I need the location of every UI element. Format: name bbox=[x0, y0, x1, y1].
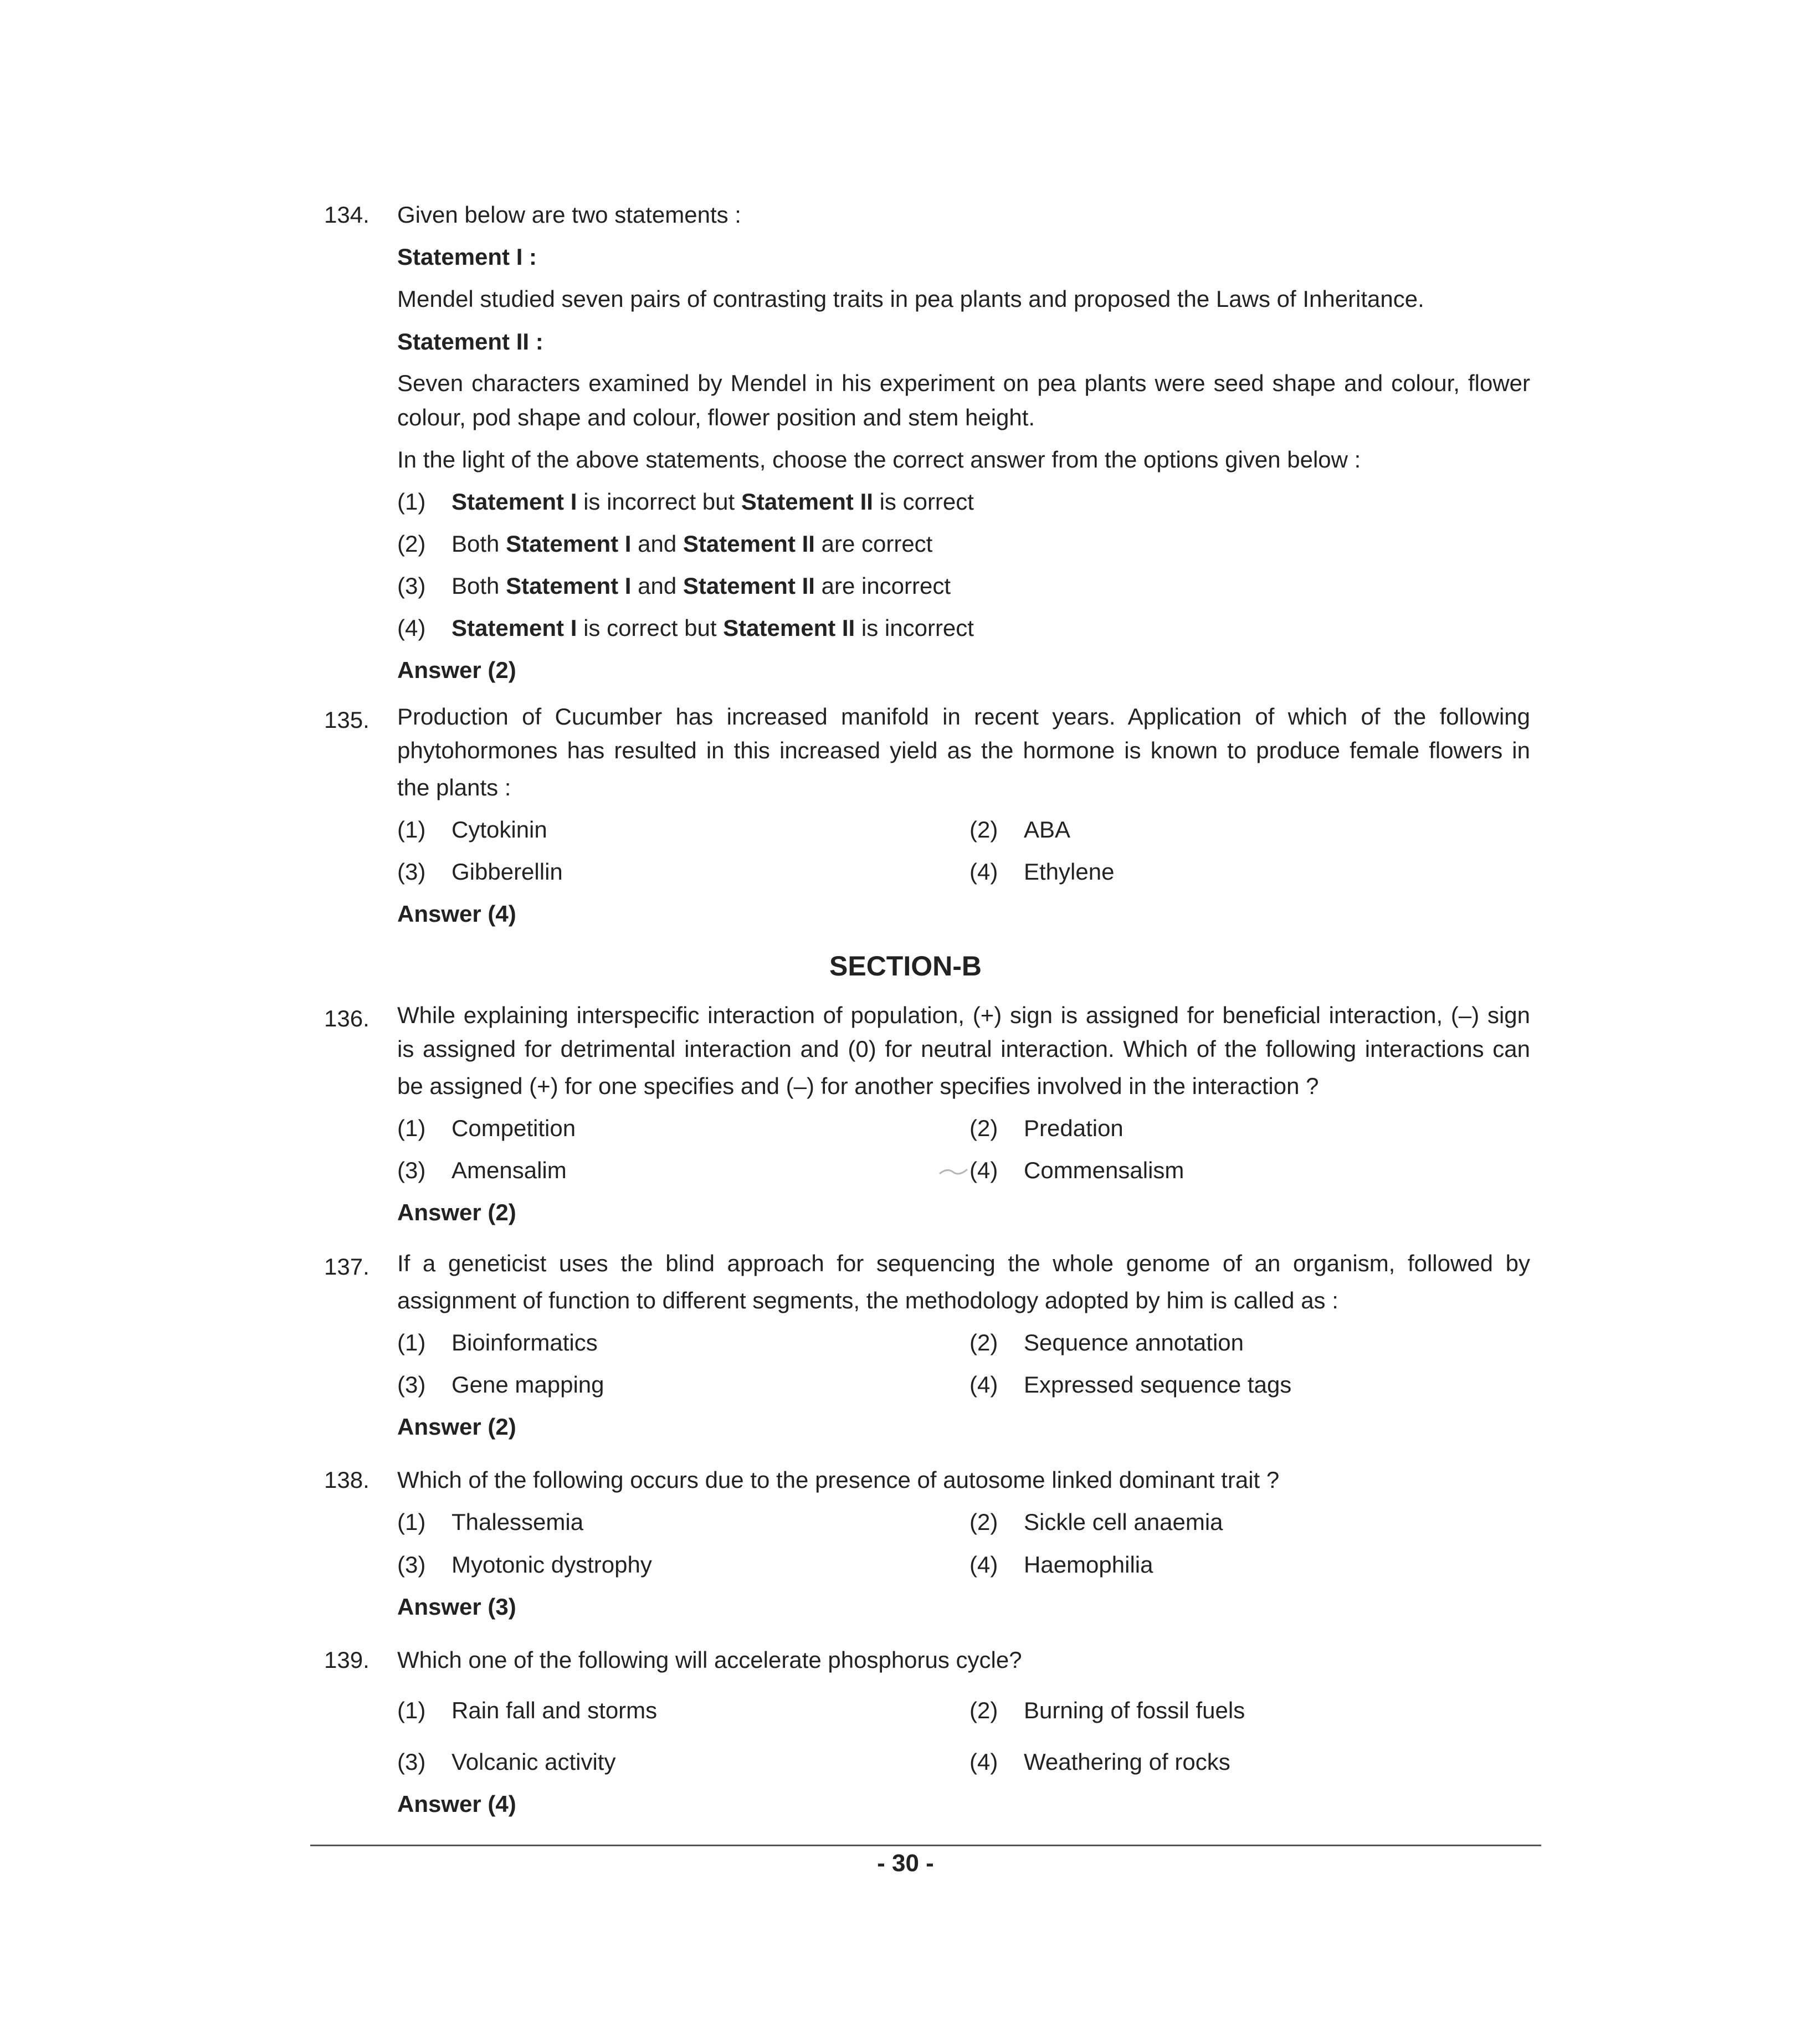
option-number: (4) bbox=[969, 1552, 998, 1578]
question-text-line: Which of the following occurs due to the presence of autosome linked dominant trait ? bbox=[397, 1467, 1280, 1493]
section-heading: SECTION-B bbox=[829, 951, 982, 982]
statement-2-label: Statement II : bbox=[397, 328, 543, 355]
question-text-line: Which one of the following will accelerate phosphorus cycle? bbox=[397, 1647, 1022, 1673]
question-text-line: While explaining interspecific interaction of population, (+) sign is assigned for beneficial interaction, (–) sign bbox=[397, 1002, 1530, 1028]
answer-label: Answer (2) bbox=[397, 1414, 516, 1440]
statement-1-text: Mendel studied seven pairs of contrasting traits in pea plants and proposed the Laws of Inheritance. bbox=[397, 286, 1424, 312]
statement-1-label: Statement I : bbox=[397, 244, 537, 270]
option-number: (4) bbox=[969, 1157, 998, 1183]
answer-label: Answer (3) bbox=[397, 1594, 516, 1620]
option-text: Rain fall and storms bbox=[452, 1697, 658, 1723]
option-number: (4) bbox=[397, 615, 426, 641]
option-number: (3) bbox=[397, 1157, 426, 1183]
option-text: Predation bbox=[1024, 1115, 1123, 1141]
option-number: (1) bbox=[397, 1329, 426, 1355]
question-number: 136. bbox=[324, 1005, 370, 1031]
option-text: ABA bbox=[1024, 816, 1071, 843]
option-number: (2) bbox=[969, 1697, 998, 1723]
option-number: (1) bbox=[397, 1115, 426, 1141]
option-number: (2) bbox=[969, 1115, 998, 1141]
option-text: Ethylene bbox=[1024, 859, 1115, 885]
question-text-line: assignment of function to different segments, the methodology adopted by him is called as : bbox=[397, 1287, 1338, 1313]
option-text: Both Statement I and Statement II are correct bbox=[452, 531, 933, 557]
answer-label: Answer (2) bbox=[397, 1199, 516, 1225]
option-text: Myotonic dystrophy bbox=[452, 1552, 652, 1578]
answer-label: Answer (4) bbox=[397, 901, 516, 927]
question-text-line: phytohormones has resulted in this increased yield as the hormone is known to produce female flowers in bbox=[397, 737, 1530, 763]
page-number: - 30 - bbox=[877, 1850, 934, 1877]
option-number: (3) bbox=[397, 1552, 426, 1578]
option-text: Sequence annotation bbox=[1024, 1329, 1244, 1355]
question-text-line: Production of Cucumber has increased manifold in recent years. Application of which of the following bbox=[397, 703, 1530, 730]
option-number: (1) bbox=[397, 1697, 426, 1723]
option-text: Bioinformatics bbox=[452, 1329, 598, 1355]
question-text-line: the plants : bbox=[397, 774, 511, 800]
option-text: Haemophilia bbox=[1024, 1552, 1153, 1578]
question-text-line: If a geneticist uses the blind approach for sequencing the whole genome of an organism, followed by bbox=[397, 1250, 1530, 1276]
option-text: Competition bbox=[452, 1115, 576, 1141]
question-intro: Given below are two statements : bbox=[397, 202, 741, 228]
footer-divider bbox=[310, 1845, 1541, 1846]
option-text: Weathering of rocks bbox=[1024, 1749, 1230, 1775]
option-number: (1) bbox=[397, 816, 426, 843]
statement-2-text-line: colour, pod shape and colour, flower position and stem height. bbox=[397, 404, 1035, 430]
option-text: Burning of fossil fuels bbox=[1024, 1697, 1245, 1723]
statement-2-text-line: Seven characters examined by Mendel in his experiment on pea plants were seed shape and colour, flower bbox=[397, 370, 1530, 396]
question-prompt: In the light of the above statements, choose the correct answer from the options given below : bbox=[397, 446, 1361, 473]
option-text: Commensalism bbox=[1024, 1157, 1184, 1183]
question-text-line: be assigned (+) for one specifies and (–) for another specifies involved in the interaction ? bbox=[397, 1073, 1319, 1099]
option-text: Sickle cell anaemia bbox=[1024, 1509, 1223, 1535]
question-number: 138. bbox=[324, 1467, 370, 1493]
option-number: (2) bbox=[397, 531, 426, 557]
option-text: Amensalim bbox=[452, 1157, 567, 1183]
option-text: Volcanic activity bbox=[452, 1749, 616, 1775]
option-text: Expressed sequence tags bbox=[1024, 1372, 1292, 1398]
option-number: (3) bbox=[397, 573, 426, 599]
option-number: (2) bbox=[969, 816, 998, 843]
option-number: (4) bbox=[969, 859, 998, 885]
option-number: (4) bbox=[969, 1372, 998, 1398]
option-text: Gene mapping bbox=[452, 1372, 604, 1398]
answer-label: Answer (2) bbox=[397, 657, 516, 683]
option-number: (2) bbox=[969, 1509, 998, 1535]
pen-mark-scribble bbox=[937, 1164, 971, 1178]
option-text: Both Statement I and Statement II are incorrect bbox=[452, 573, 951, 599]
option-text: Thalessemia bbox=[452, 1509, 584, 1535]
option-text: Statement I is correct but Statement II is incorrect bbox=[452, 615, 974, 641]
option-text: Statement I is incorrect but Statement II is correct bbox=[452, 489, 974, 515]
option-number: (1) bbox=[397, 489, 426, 515]
question-number: 135. bbox=[324, 707, 370, 733]
option-text: Gibberellin bbox=[452, 859, 563, 885]
option-number: (2) bbox=[969, 1329, 998, 1355]
option-number: (1) bbox=[397, 1509, 426, 1535]
question-number: 134. bbox=[324, 202, 370, 228]
question-number: 137. bbox=[324, 1254, 370, 1280]
answer-label: Answer (4) bbox=[397, 1791, 516, 1817]
option-number: (3) bbox=[397, 1749, 426, 1775]
option-number: (3) bbox=[397, 859, 426, 885]
option-text: Cytokinin bbox=[452, 816, 547, 843]
question-number: 139. bbox=[324, 1647, 370, 1673]
option-number: (4) bbox=[969, 1749, 998, 1775]
question-text-line: is assigned for detrimental interaction and (0) for neutral interaction. Which of the following interactions can bbox=[397, 1036, 1530, 1062]
option-number: (3) bbox=[397, 1372, 426, 1398]
